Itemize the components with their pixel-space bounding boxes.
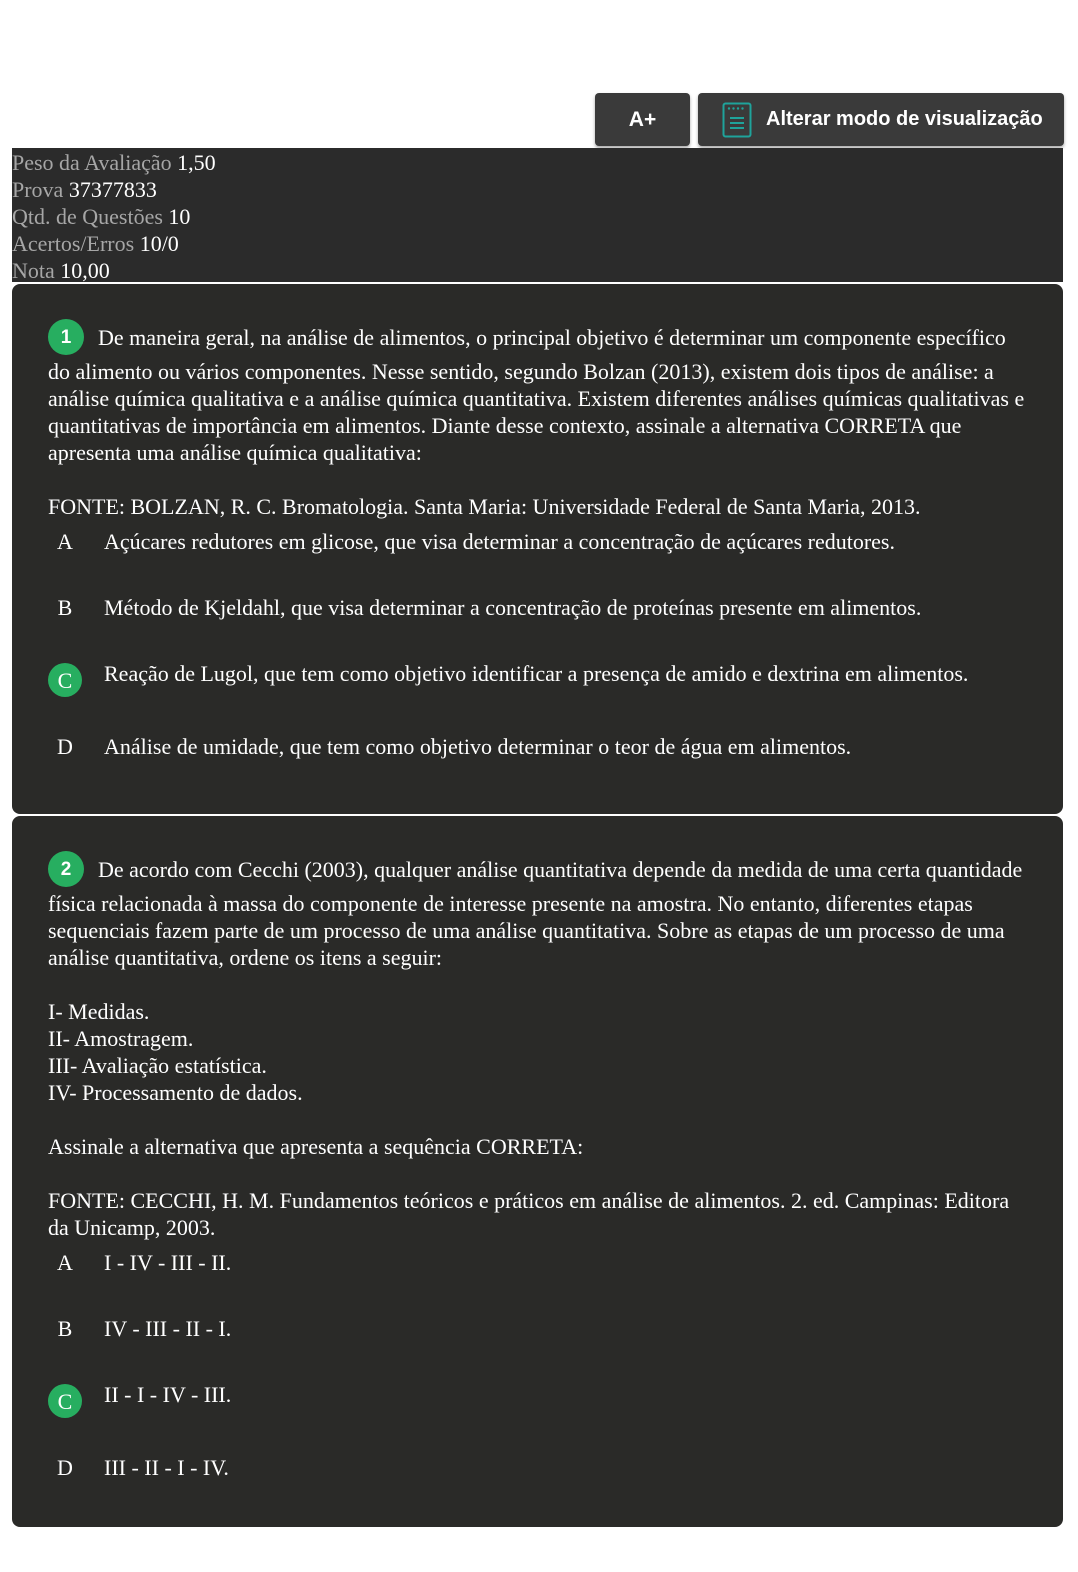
question-number-badge: 1 — [48, 319, 84, 355]
option-text: III - II - I - IV. — [104, 1455, 229, 1480]
weight-value: 1,50 — [177, 150, 216, 175]
summary-weight — [12, 149, 1063, 176]
option-text: II - I - IV - III. — [104, 1382, 232, 1407]
question-text: De acordo com Cecchi (2003), qualquer análise quantitativa depende da medida de uma certa quantidade física relacionada à massa do componente de interesse presente na amostra. No entanto, diferentes etapas sequenciais fazem parte de um processo de uma análise quantitativa. Sobre as etapas de um processo de uma análise quantitativa, ordene os itens a seguir: I- Medidas. II- Amostragem. III- Avaliação estatística. IV- Processamento de dados. Assinale a alternativa que apresenta a sequência CORRETA: FONTE: CECCHI, H. M. Fundamentos teóricos e práticos em análise de alimentos. 2. ed. Campinas: Editora da Unicamp, 2003. — [48, 857, 1023, 1240]
option-text: Reação de Lugol, que tem como objetivo identificar a presença de amido e dextrina em alimentos. — [104, 661, 969, 686]
question-text-block — [48, 322, 1033, 520]
view-mode-label: Alterar modo de visualização — [766, 108, 1043, 130]
option-list — [48, 1249, 1033, 1484]
exam-label: Prova — [12, 177, 64, 202]
option-text: Análise de umidade, que tem como objetivo determinar o teor de água em alimentos. — [104, 734, 852, 759]
hits-value: 10/0 — [139, 231, 179, 256]
toolbar — [595, 93, 1064, 146]
option-b[interactable] — [48, 594, 1033, 624]
correct-option-badge: C — [48, 1384, 82, 1418]
questions-label: Qtd. de Questões — [12, 204, 163, 229]
option-letter: D — [57, 733, 73, 759]
hits-label: Acertos/Erros — [12, 231, 135, 256]
option-letter: A — [57, 528, 73, 554]
exam-summary — [12, 148, 1063, 282]
option-c-correct[interactable] — [48, 1381, 1033, 1418]
question-text-block — [48, 854, 1033, 1241]
question-card — [12, 816, 1063, 1527]
summary-questions — [12, 203, 1063, 230]
option-d[interactable] — [48, 733, 1033, 763]
option-text: Método de Kjeldahl, que visa determinar a concentração de proteínas presente em alimentos. — [104, 595, 922, 620]
question-number-badge: 2 — [48, 851, 84, 887]
option-letter: B — [57, 1315, 73, 1341]
option-letter: B — [57, 594, 73, 620]
option-letter: D — [57, 1454, 73, 1480]
option-d[interactable] — [48, 1454, 1033, 1484]
grade-label: Nota — [12, 258, 55, 283]
option-text: I - IV - III - II. — [104, 1250, 232, 1275]
increase-font-button[interactable]: A+ — [595, 93, 690, 146]
option-text: IV - III - II - I. — [104, 1316, 232, 1341]
weight-label: Peso da Avaliação — [12, 150, 172, 175]
question-card — [12, 284, 1063, 814]
option-b[interactable] — [48, 1315, 1033, 1345]
option-text: Açúcares redutores em glicose, que visa determinar a concentração de açúcares redutores. — [104, 529, 895, 554]
summary-hits — [12, 230, 1063, 257]
summary-grade — [12, 257, 1063, 284]
question-text: De maneira geral, na análise de alimentos, o principal objetivo é determinar um componente específico do alimento ou vários componentes. Nesse sentido, segundo Bolzan (2013), existem dois tipos de análise: a análise química qualitativa e a análise química quantitativa. Existem diferentes análises químicas qualitativas e quantitativas de importância em alimentos. Diante desse contexto, assinale a alternativa CORRETA que apresenta uma análise química qualitativa: FONTE: BOLZAN, R. C. Bromatologia. Santa Maria: Universidade Federal de Santa Maria, 2013. — [48, 325, 1025, 519]
grade-value: 10,00 — [60, 258, 110, 283]
option-a[interactable] — [48, 1249, 1033, 1279]
option-letter: A — [57, 1249, 73, 1275]
option-list — [48, 528, 1033, 763]
questions-value: 10 — [168, 204, 191, 229]
summary-exam — [12, 176, 1063, 203]
exam-value: 37377833 — [68, 177, 157, 202]
change-view-mode-button[interactable] — [698, 93, 1064, 146]
document-list-icon — [722, 102, 752, 138]
option-c-correct[interactable] — [48, 660, 1033, 697]
correct-option-badge: C — [48, 663, 82, 697]
option-a[interactable] — [48, 528, 1033, 558]
